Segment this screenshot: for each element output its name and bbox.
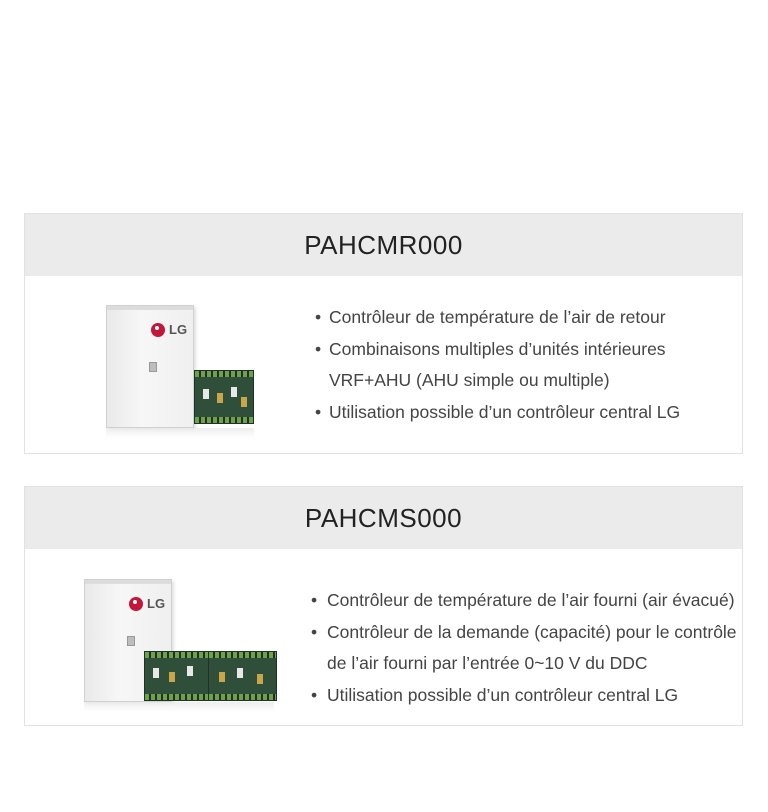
feature-item: • Contrôleur de la demande (capacité) pour le contrôle de l’air fourni par l’entrée 0~10 V du DDC [311,617,741,680]
product-card-pahcms000 [24,486,743,726]
bullet: • [315,401,322,422]
feature-item: • Contrôleur de température de l’air de retour [315,302,725,334]
product-card-pahcmr000 [24,213,743,454]
bullet: • [311,590,318,610]
product-body [25,549,742,726]
lock-icon [149,362,157,372]
feature-item: • Utilisation possible d’un contrôleur central LG [315,397,725,429]
feature-list [315,302,725,428]
lg-logo: LG [129,596,165,611]
circuit-board [144,651,209,701]
lg-logo-icon [151,323,165,337]
product-title: PAHCMS000 [25,487,742,549]
product-image [81,576,281,711]
lg-logo: LG [151,322,187,337]
lock-icon [127,636,135,646]
circuit-board [208,651,277,701]
product-title: PAHCMR000 [25,214,742,276]
feature-item: • Combinaisons multiples d’unités intérieures VRF+AHU (AHU simple ou multiple) [315,334,725,397]
bullet: • [311,684,318,705]
feature-list [311,585,741,711]
bullet: • [315,307,322,327]
feature-item: • Utilisation possible d’un contrôleur central LG [311,680,741,712]
bullet: • [315,338,322,359]
control-box [106,305,194,428]
product-body [25,276,742,454]
feature-item: • Contrôleur de température de l’air fourni (air évacué) [311,585,741,617]
bullet: • [311,621,318,642]
product-image [101,300,261,435]
lg-logo-icon [129,597,143,611]
circuit-board [194,370,254,424]
